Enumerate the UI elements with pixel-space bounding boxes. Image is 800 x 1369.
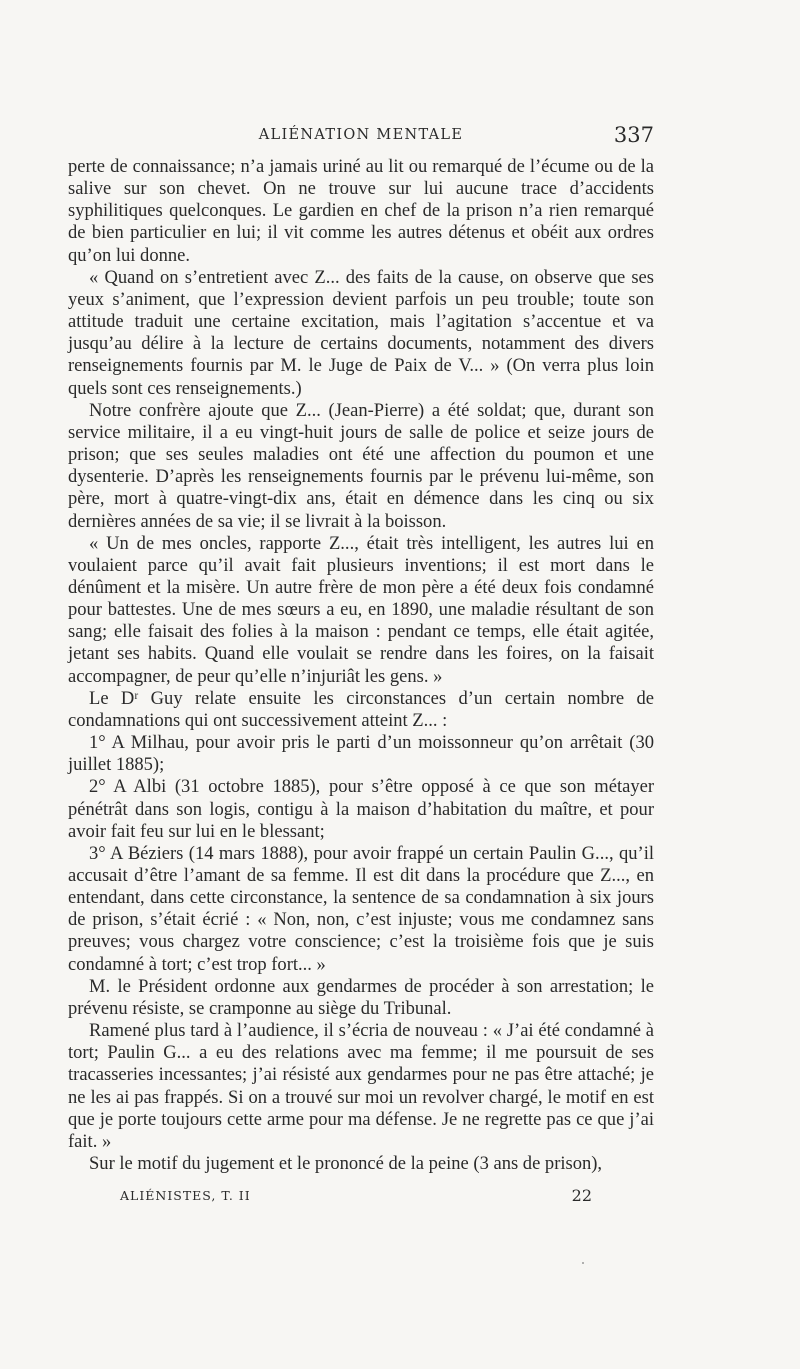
paragraph: Sur le motif du jugement et le prononcé de la peine (3 ans de prison), <box>89 1153 603 1175</box>
page-footer <box>120 1186 592 1206</box>
paragraph: « Un de mes oncles, rapporte Z..., était très intelligent, les autres lui en voulaient parce qu’il avait fait plusieurs inventions; il est mort dans le dénûment et la misère. Un autre frère de mon père a été deux fois condamné pour battestes. Une de mes sœurs a eu, en 1890, une maladie résultant de son sang; elle faisait des folies à la maison : pendant ce temps, elle était agitée, jetant ses habits. Quand elle voulait se rendre dans les foires, on la faisait accompagner, de peur qu’elle n’injuriât les gens. » <box>68 532 654 687</box>
paragraph: « Quand on s’entretient avec Z... des faits de la cause, on observe que ses yeux s’animent, que l’expression devient parfois un peu trouble; toute son attitude traduit une certaine excitation, mais l’agitation s’accentue et va jusqu’au délire à la lecture de certains documents, notamment des divers renseignements fournis par M. le Juge de Paix de V... » (On verra plus loin quels sont ces renseignements.) <box>68 266 654 399</box>
body-text <box>68 156 654 1175</box>
page-header <box>68 123 654 149</box>
paragraph: Notre confrère ajoute que Z... (Jean-Pierre) a été soldat; que, durant son service militaire, il a eu vingt-huit jours de salle de police et seize jours de prison; que ses seules maladies ont été une affection du poumon et une dysenterie. D’après les renseignements fournis par le prévenu lui-même, son père, mort à quatre-vingt-dix ans, était en démence dans les cinq ou six dernières années de sa vie; il se livrait à la boisson. <box>68 399 654 532</box>
paper-speck <box>582 1262 584 1264</box>
paragraph: perte de connaissance; n’a jamais uriné au lit ou remarqué de l’écume ou de la salive sur son chevet. On ne trouve sur lui aucune trace d’accidents syphilitiques quelconques. Le gardien en chef de la prison n’a rien remarqué de bien particulier en lui; il vit comme les autres détenus et obéit aux ordres qu’on lui donne. <box>68 156 654 266</box>
paragraph: M. le Président ordonne aux gendarmes de procéder à son arrestation; le prévenu résiste, se cramponne au siège du Tribunal. <box>68 975 654 1019</box>
signature-mark: ALIÉNISTES, T. II <box>120 1188 251 1203</box>
list-item: 3° A Béziers (14 mars 1888), pour avoir frappé un certain Paulin G..., qu’il accusait d’être l’amant de sa femme. Il est dit dans la procédure que Z..., en entendant, dans cette circonstance, la sentence de sa condamnation à six jours de prison, s’était écrié : « Non, non, c’est injuste; vous me condamnez sans preuves; vous chargez votre conscience; c’est la troisième fois que je suis condamné à tort; c’est trop fort... » <box>68 842 654 975</box>
list-item: 2° A Albi (31 octobre 1885), pour s’être opposé à ce que son métayer pénétrât dans son logis, contigu à la maison d’habitation du maître, et pour avoir fait feu sur lui en le blessant; <box>68 776 654 842</box>
page-number: 337 <box>613 123 654 147</box>
running-title: ALIÉNATION MENTALE <box>258 127 464 143</box>
sheet-number: 22 <box>571 1186 592 1205</box>
paragraph: Le Dʳ Guy relate ensuite les circonstances d’un certain nombre de condamnations qui ont successivement atteint Z... : <box>68 687 654 731</box>
list-item: 1° A Milhau, pour avoir pris le parti d’un moissonneur qu’on arrêtait (30 juillet 1885); <box>68 732 654 776</box>
paragraph: Ramené plus tard à l’audience, il s’écria de nouveau : « J’ai été condamné à tort; Paulin G... a eu des relations avec ma femme; il me poursuit de ses tracasseries incessantes; j’ai résisté aux gendarmes pour ne pas être attaché; je ne les ai pas frappés. Si on a trouvé sur moi un revolver chargé, le motif en est que je porte toujours cette arme pour ma défense. Je ne regrette pas ce que j’ai fait. » <box>68 1020 654 1152</box>
